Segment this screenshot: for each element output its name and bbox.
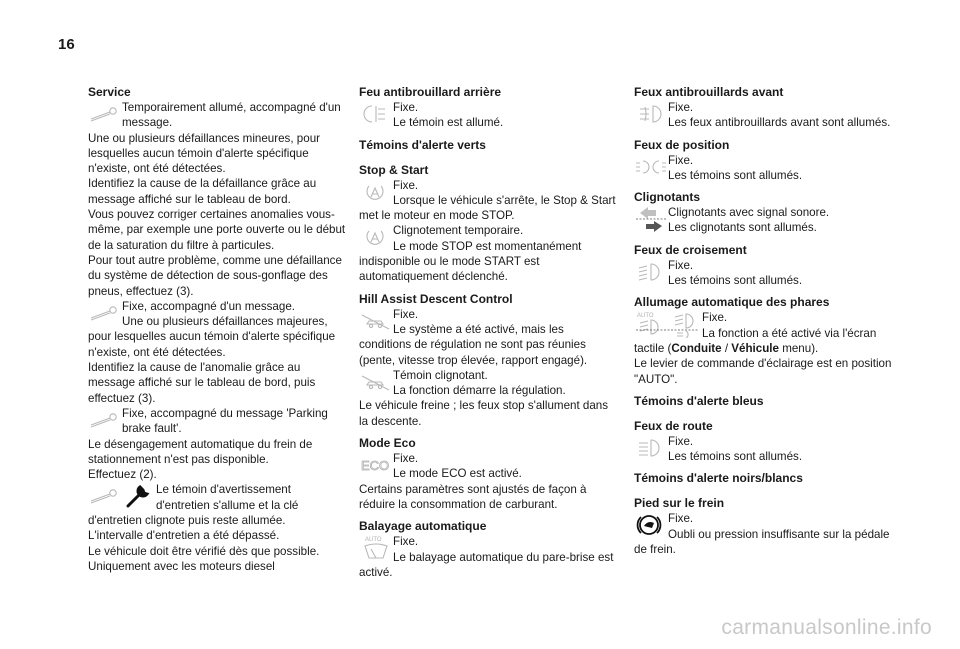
bw-warnings-heading: Témoins d'alerte noirs/blancs	[634, 471, 803, 486]
position-text-1: Fixe.	[668, 153, 694, 167]
service-text-1: Temporairement allumé, accompagné d'un message.	[122, 101, 341, 130]
auto-lights-menu-conduite: Conduite	[671, 341, 722, 355]
service-text-10: Le désengagement automatique du frein de stationnement n'est pas disponible.	[88, 437, 313, 466]
stop-start-text-1: Fixe.	[393, 178, 419, 192]
service-text-2: Une ou plusieurs défaillances mineures, pour lesquelles aucun témoin d'alerte spécifique n'existe, ont été détectées.	[88, 131, 321, 176]
service-text-3: Identifiez la cause de la défaillance grâce au message affiché sur le tableau de bord.	[88, 177, 317, 206]
main-beam-icon	[634, 434, 668, 462]
eco-text-2: Le mode ECO est activé.	[393, 467, 522, 481]
service-text-4: Vous pouvez corriger certaines anomalies vous-même, par exemple une porte ouverte ou le début de la saturation du filtre à particules.	[88, 208, 346, 252]
dipped-heading: Feux de croisement	[634, 242, 747, 257]
foot-on-brake-icon	[634, 511, 668, 539]
green-warnings-heading: Témoins d'alerte verts	[359, 137, 486, 152]
dipped-text-1: Fixe.	[668, 258, 694, 272]
auto-wiper-icon-text: AUTO	[365, 537, 382, 544]
stop-start-text-2: Lorsque le véhicule s'arrête, le Stop & Start met le moteur en mode STOP.	[359, 193, 616, 223]
stop-start-icon	[359, 178, 393, 206]
indicators-heading: Clignotants	[634, 190, 700, 205]
service-text-13: L'intervalle d'entretien a été dépassé.	[88, 529, 280, 543]
front-fog-lamp-icon	[634, 100, 668, 128]
eco-text-3: Certains paramètres sont ajustés de façon à réduire la consommation de carburant.	[359, 482, 587, 511]
auto-lights-text-3: Le levier de commande d'éclairage est en position "AUTO".	[634, 357, 892, 386]
column-middle	[359, 84, 617, 580]
stop-start-icon	[359, 223, 393, 251]
rear-fog-lamp-icon	[359, 100, 393, 128]
auto-lights-menu-vehicule: Véhicule	[731, 341, 779, 355]
service-text-5: Pour tout autre problème, comme une défaillance du système de détection de sous-gonflage des pneus, effectuez (3).	[88, 253, 342, 298]
foot-brake-text-2: Oubli ou pression insuffisante sur la pédale de frein.	[634, 527, 890, 557]
dipped-text-2: Les témoins sont allumés.	[668, 274, 803, 288]
eco-icon-text: ECO	[361, 458, 390, 474]
service-wrench-icon	[88, 406, 122, 434]
foot-brake-heading: Pied sur le frein	[634, 496, 725, 511]
column-left	[88, 84, 346, 574]
front-fog-heading: Feux antibrouillards avant	[634, 85, 784, 99]
auto-lights-sep: /	[721, 341, 732, 355]
eco-icon	[359, 451, 393, 479]
watermark: carmanualsonline.info	[721, 616, 932, 639]
service-text-14: Le véhicule doit être vérifié dès que possible.	[88, 544, 320, 558]
foot-brake-text-1: Fixe.	[668, 512, 694, 526]
position-text-2: Les témoins sont allumés.	[668, 168, 803, 182]
rear-fog-heading: Feu antibrouillard arrière	[359, 85, 502, 99]
indicators-text-1: Clignotants avec signal sonore.	[668, 206, 830, 220]
auto-lights-text-1: Fixe.	[702, 311, 728, 325]
wiper-text-2: Le balayage automatique du pare-brise est activé.	[359, 550, 614, 579]
indicators-text-2: Les clignotants sont allumés.	[668, 221, 817, 235]
stop-start-text-4: Le mode STOP est momentanément indisponible ou le mode START est automatiquement déclenché.	[359, 239, 582, 284]
column-right	[634, 84, 892, 557]
stop-start-heading: Stop & Start	[359, 162, 429, 177]
service-text-6: Fixe, accompagné d'un message.	[122, 299, 295, 313]
hill-descent-icon	[359, 307, 393, 335]
stop-start-text-3: Clignotement temporaire.	[393, 224, 524, 238]
hill-text-5: Le véhicule freine ; les feux stop s'allument dans la descente.	[359, 399, 609, 428]
auto-lights-heading: Allumage automatique des phares	[634, 295, 830, 310]
service-text-7: Une ou plusieurs défaillances majeures, pour lesquelles aucun témoin d'alerte spécifique n'existe, ont été détectées.	[88, 315, 336, 359]
eco-heading: Mode Eco	[359, 436, 416, 451]
auto-lights-icon-text: AUTO	[637, 313, 654, 320]
eco-text-1: Fixe.	[393, 452, 419, 466]
turn-indicators-icon	[634, 205, 668, 233]
hill-text-2: Le système a été activé, mais les conditions de régulation ne sont pas réunies (pente, vitesse trop élevée, rapport engagé).	[359, 322, 588, 367]
auto-lights-text-2b: menu).	[778, 341, 819, 355]
hill-text-4: La fonction démarre la régulation.	[393, 384, 566, 398]
service-heading: Service	[88, 85, 131, 99]
service-text-12: Le témoin d'avertissement d'entretien s'allume et la clé d'entretien clignote puis reste allumée.	[88, 483, 299, 528]
auto-headlamps-icon	[634, 310, 702, 338]
hill-descent-icon	[359, 368, 393, 396]
service-text-11: Effectuez (2).	[88, 468, 157, 482]
auto-wiper-icon	[359, 534, 393, 562]
side-lights-icon	[634, 153, 668, 181]
service-text-15: Uniquement avec les moteurs diesel	[88, 559, 275, 573]
wiper-text-1: Fixe.	[393, 535, 419, 549]
hill-text-1: Fixe.	[393, 307, 419, 321]
service-wrench-icon	[88, 299, 122, 327]
rear-fog-text-2: Le témoin est allumé.	[393, 116, 504, 130]
service-wrench-double-icon	[88, 482, 156, 510]
main-beam-text-2: Les témoins sont allumés.	[668, 450, 803, 464]
auto-lights-text-2a: La fonction a été activé via l'écran tactile (	[634, 326, 877, 355]
rear-fog-text-1: Fixe.	[393, 101, 419, 114]
main-beam-heading: Feux de route	[634, 418, 713, 433]
auto-wiper-heading: Balayage automatique	[359, 519, 487, 534]
dipped-beam-icon	[634, 258, 668, 286]
position-heading: Feux de position	[634, 137, 730, 152]
front-fog-text-2: Les feux antibrouillards avant sont allumés.	[668, 116, 891, 130]
main-beam-text-1: Fixe.	[668, 434, 694, 448]
hill-assist-heading: Hill Assist Descent Control	[359, 291, 513, 306]
blue-warnings-heading: Témoins d'alerte bleus	[634, 393, 764, 408]
hill-text-3: Témoin clignotant.	[393, 368, 488, 382]
page-number: 16	[58, 36, 75, 53]
service-text-8: Identifiez la cause de l'anomalie grâce au message affiché sur le tableau de bord, puis effectuez (3).	[88, 361, 316, 405]
front-fog-text-1: Fixe.	[668, 101, 694, 114]
service-text-9: Fixe, accompagné du message 'Parking brake fault'.	[122, 406, 328, 436]
service-wrench-icon	[88, 100, 122, 128]
